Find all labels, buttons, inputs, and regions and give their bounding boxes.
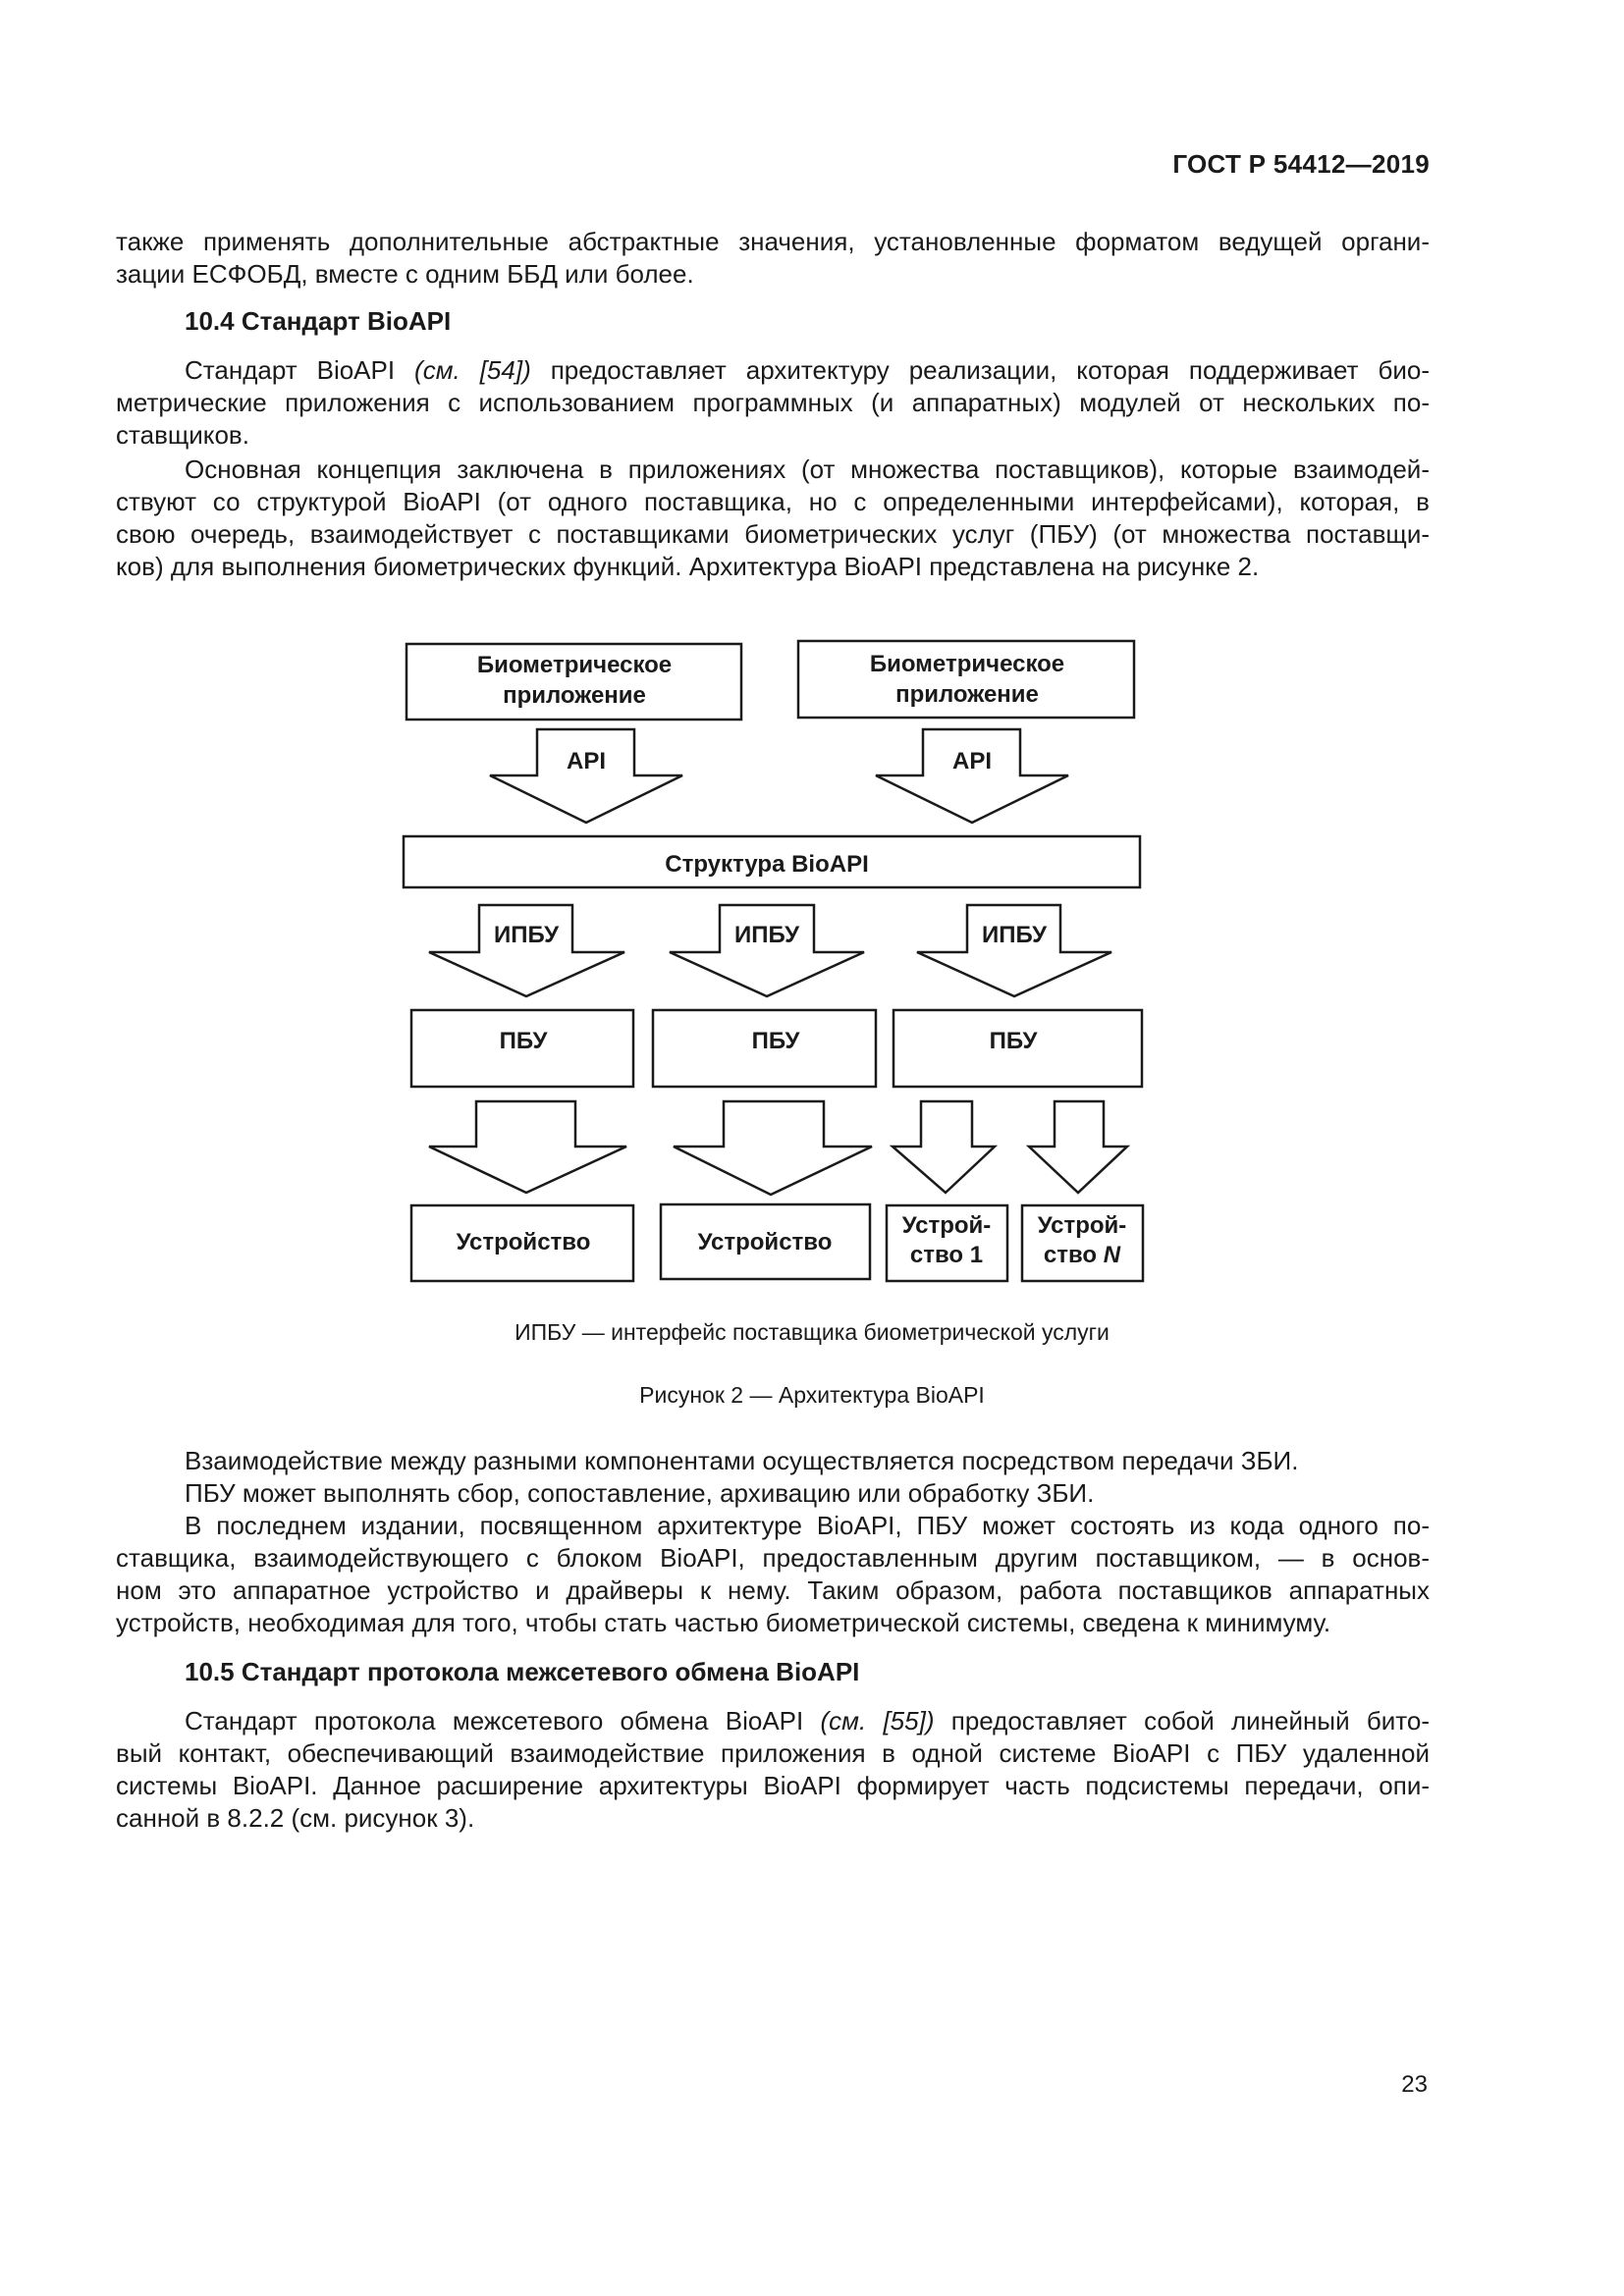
paragraph-after-figure-3-line-4: устройств, необходимая для того, чтобы стать частью биометрической системы, сведена к минимуму. bbox=[116, 1608, 1331, 1637]
section-heading-10-5: 10.5 Стандарт протокола межсетевого обмена BioAPI bbox=[185, 1657, 860, 1686]
device-1-label-line-2: ство 1 bbox=[909, 1242, 984, 1268]
bioapi-architecture-diagram bbox=[393, 628, 1168, 1306]
text-run: Стандарт BioAPI bbox=[185, 355, 415, 385]
paragraph-10-4-1-line-2: метрические приложения с использованием программных (и аппаратных) модулей от нескольких по- bbox=[116, 388, 1430, 417]
device-arrow-2 bbox=[674, 1101, 872, 1195]
application-label-1-line-2: приложение bbox=[503, 682, 646, 709]
standard-number: ГОСТ Р 54412—2019 bbox=[1172, 149, 1430, 179]
spi-label-2: ИПБУ bbox=[733, 922, 800, 948]
device-n-label-line-1: Устрой- bbox=[1037, 1212, 1127, 1239]
spi-label-1: ИПБУ bbox=[493, 922, 560, 948]
paragraph-after-figure-3-line-2: ставщика, взаимодействующего с блоком BioAPI, предоставленным другим поставщиком, — в основ- bbox=[116, 1543, 1430, 1573]
text-run: Стандарт протокола межсетевого обмена BioAPI bbox=[185, 1706, 821, 1735]
text-run: предоставляет архитектуру реализации, которая поддерживает био- bbox=[530, 355, 1430, 385]
spi-arrow-3 bbox=[917, 905, 1111, 996]
paragraph-10-4-2-line-2: ствуют со структурой BioAPI (от одного поставщика, но с определенными интерфейсами), которая, в bbox=[116, 487, 1430, 516]
device-arrow-3 bbox=[893, 1101, 995, 1193]
bsp-label-1: ПБУ bbox=[499, 1028, 548, 1054]
application-label-2-line-1: Биометрическое bbox=[869, 651, 1065, 677]
device-label-1: Устройство bbox=[456, 1229, 591, 1255]
framework-label: Структура BioAPI bbox=[665, 851, 869, 878]
api-label-1: API bbox=[566, 748, 607, 774]
paragraph-10-4-1-line-1 bbox=[185, 354, 1430, 387]
device-1-label-line-1: Устрой- bbox=[901, 1212, 992, 1239]
device-arrow-4 bbox=[1029, 1101, 1127, 1193]
paragraph-after-figure-2: ПБУ может выполнять сбор, сопоставление, архивацию или обработку ЗБИ. bbox=[185, 1478, 1095, 1508]
paragraph-10-4-2-line-1: Основная концепция заключена в приложениях (от множества поставщиков), которые взаимодей- bbox=[185, 454, 1430, 484]
paragraph-10-5-line-2: вый контакт, обеспечивающий взаимодействие приложения в одной системе BioAPI с ПБУ удаленной bbox=[116, 1738, 1430, 1768]
paragraph-10-5-line-4: санной в 8.2.2 (см. рисунок 3). bbox=[116, 1803, 475, 1833]
figure-caption: Рисунок 2 — Архитектура BioAPI bbox=[639, 1382, 985, 1408]
spi-arrow-1 bbox=[429, 905, 624, 996]
bsp-label-3: ПБУ bbox=[989, 1028, 1038, 1054]
paragraph-after-figure-3-line-1: В последнем издании, посвященном архитектуре BioAPI, ПБУ может состоять из кода одного по- bbox=[185, 1511, 1430, 1540]
api-arrow-1 bbox=[490, 729, 682, 823]
device-label-2: Устройство bbox=[697, 1229, 833, 1255]
text-run: предоставляет собой линейный бито- bbox=[934, 1706, 1430, 1735]
page-number: 23 bbox=[1401, 2071, 1428, 2098]
intro-line-2: зации ЕСФОБД, вместе с одним ББД или более. bbox=[116, 259, 694, 289]
paragraph-10-4-2-line-3: свою очередь, взаимодействует с поставщиками биометрических услуг (ПБУ) (от множества поставщи- bbox=[116, 519, 1430, 549]
device-arrow-1 bbox=[429, 1101, 626, 1193]
section-heading-10-4: 10.4 Стандарт BioAPI bbox=[185, 306, 452, 336]
device-n-label-line-2: ство N bbox=[1043, 1242, 1121, 1268]
intro-line-1: также применять дополнительные абстрактные значения, установленные форматом ведущей органи- bbox=[116, 227, 1430, 256]
spi-arrow-2 bbox=[670, 905, 864, 996]
api-arrow-2 bbox=[876, 729, 1068, 823]
application-label-1-line-1: Биометрическое bbox=[476, 652, 673, 678]
reference-55: (см. [55]) bbox=[820, 1706, 935, 1735]
figure-legend: ИПБУ — интерфейс поставщика биометрической услуги bbox=[514, 1319, 1110, 1345]
spi-label-3: ИПБУ bbox=[981, 922, 1048, 948]
paragraph-10-5-line-1 bbox=[185, 1705, 1430, 1737]
paragraph-10-5-line-3: системы BioAPI. Данное расширение архитектуры BioAPI формирует часть подсистемы передачи, опи- bbox=[116, 1771, 1430, 1800]
api-label-2: API bbox=[951, 748, 993, 774]
paragraph-after-figure-3-line-3: ном это аппаратное устройство и драйверы к нему. Таким образом, работа поставщиков аппаратных bbox=[116, 1575, 1430, 1605]
reference-54: (см. [54]) bbox=[414, 355, 531, 385]
bsp-label-2: ПБУ bbox=[751, 1028, 800, 1054]
application-label-2-line-2: приложение bbox=[895, 681, 1039, 708]
paragraph-after-figure-1: Взаимодействие между разными компонентами осуществляется посредством передачи ЗБИ. bbox=[185, 1446, 1299, 1475]
paragraph-10-4-2-line-4: ков) для выполнения биометрических функций. Архитектура BioAPI представлена на рисунке 2. bbox=[116, 552, 1260, 581]
paragraph-10-4-1-line-3: ставщиков. bbox=[116, 420, 249, 450]
